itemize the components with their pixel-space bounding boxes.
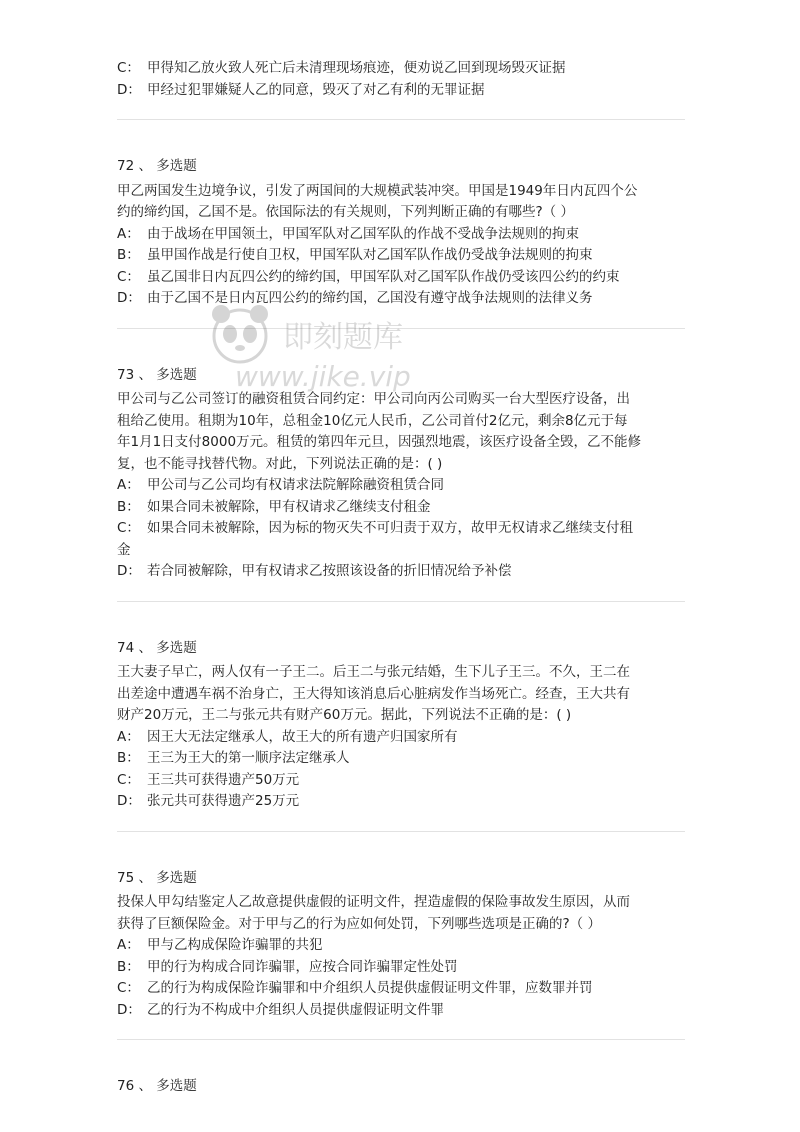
option-letter: B：: [117, 958, 140, 975]
question-stem-line: 财产20万元，王二与张元共有财产60万元。据此，下列说法不正确的是：( ): [117, 707, 572, 723]
question-stem-line: 甲乙两国发生边境争议，引发了两国间的大规模武装冲突。甲国是1949年日内瓦四个公: [117, 182, 638, 199]
question-stem-line: 租给乙使用。租期为10年，总租金10亿元人民币，乙公司首付2亿元，剩余8亿元于每: [117, 412, 628, 429]
option-text: 甲的行为构成合同诈骗罪，应按合同诈骗罪定性处罚: [147, 958, 458, 975]
option-letter: C：: [117, 980, 140, 996]
option-d: [117, 791, 685, 813]
option-b: [117, 245, 685, 267]
option-letter: D：: [117, 793, 141, 809]
option-text: 王三为王大的第一顺序法定继承人: [147, 750, 350, 766]
option-text: 甲公司与乙公司均有权请求法院解除融资租赁合同: [147, 477, 444, 493]
question-stem-line: 王大妻子早亡，两人仅有一子王二。后王二与张元结婚，生下儿子王三。不久，王二在: [117, 664, 630, 680]
divider: [117, 328, 685, 329]
option-text: 因王大无法定继承人，故王大的所有遗产归国家所有: [147, 728, 458, 745]
question-stem-line: 复，也不能寻找替代物。对此，下列说法正确的是：( ): [117, 455, 443, 472]
option-text: 乙的行为构成保险诈骗罪和中介组织人员提供虚假证明文件罪，应数罪并罚: [147, 980, 593, 996]
option-letter: A：: [117, 728, 140, 745]
divider: [117, 1039, 685, 1040]
option-letter: C：: [117, 268, 140, 285]
question-header: 74 、 多选题: [117, 639, 197, 656]
question-header: 76 、 多选题: [117, 1078, 197, 1094]
option-letter: A：: [117, 477, 140, 493]
option-b: [117, 748, 685, 770]
option-a: [117, 935, 685, 957]
option-a: [117, 224, 685, 246]
option-letter: C：: [117, 771, 140, 788]
option-b: [117, 497, 685, 519]
option-letter: B：: [117, 498, 140, 515]
option-letter: C：: [117, 60, 140, 76]
option-b: [117, 957, 685, 979]
option-letter: A：: [117, 937, 140, 953]
question-stem-line: 获得了巨额保险金。对于甲与乙的行为应如何处罚，下列哪些选项是正确的?（ ）: [117, 915, 601, 932]
question-stem-line: 投保人甲勾结鉴定人乙故意提供虚假的证明文件，捏造虚假的保险事故发生原因，从而: [117, 894, 630, 910]
option-text: 乙的行为不构成中介组织人员提供虚假证明文件罪: [147, 1001, 444, 1018]
option-d: [117, 80, 685, 102]
question-stem-line: 年1月1日支付8000万元。租赁的第四年元旦，因强烈地震，该医疗设备全毁，乙不能修: [117, 434, 642, 450]
question-74: [117, 638, 685, 813]
option-text: 虽甲国作战是行使自卫权，甲国军队对乙国军队作战仍受战争法规则的拘束: [147, 247, 593, 263]
option-text: 由于乙国不是日内瓦四公约的缔约国，乙国没有遵守战争法规则的法律义务: [147, 290, 593, 306]
option-letter: B：: [117, 247, 140, 263]
option-c: [117, 58, 685, 80]
option-c-continuation: 金: [117, 541, 131, 558]
question-stem-line: 甲公司与乙公司签订的融资租赁合同约定：甲公司向丙公司购买一台大型医疗设备，出: [117, 391, 630, 407]
option-c: [117, 770, 685, 792]
option-letter: B：: [117, 750, 140, 766]
option-text: 如果合同未被解除，甲有权请求乙继续支付租金: [147, 498, 431, 515]
option-d: [117, 561, 685, 583]
option-text: 甲得知乙放火致人死亡后未清理现场痕迹，便劝说乙回到现场毁灭证据: [147, 60, 566, 76]
option-text: 王三共可获得遗产50万元: [147, 771, 300, 788]
question-75: [117, 868, 685, 1022]
question-header: 75 、 多选题: [117, 869, 197, 886]
option-a: [117, 727, 685, 749]
watermark-url: www.jike.vip: [235, 360, 411, 393]
option-letter: D：: [117, 1001, 141, 1018]
option-text: 张元共可获得遗产25万元: [147, 793, 300, 809]
top-options: [117, 58, 685, 101]
option-d: [117, 1000, 685, 1022]
watermark-brand: 即刻题库: [283, 320, 403, 355]
option-text: 虽乙国非日内瓦四公约的缔约国，甲国军队对乙国军队作战仍受该四公约的约束: [147, 268, 620, 285]
divider: [117, 119, 685, 120]
option-text: 如果合同未被解除，因为标的物灭失不可归责于双方，故甲无权请求乙继续支付租: [147, 520, 633, 536]
option-letter: D：: [117, 290, 141, 306]
option-a: [117, 475, 685, 497]
option-text: 由于战场在甲国领土，甲国军队对乙国军队的作战不受战争法规则的拘束: [147, 225, 579, 242]
document-page: [117, 58, 685, 1101]
option-text: 若合同被解除，甲有权请求乙按照该设备的折旧情况给予补偿: [147, 563, 512, 579]
option-c: [117, 518, 685, 540]
option-letter: D：: [117, 563, 141, 579]
question-stem-line: 约的缔约国，乙国不是。依国际法的有关规则，下列判断正确的有哪些?（ ）: [117, 204, 574, 220]
option-c: [117, 978, 685, 1000]
divider: [117, 601, 685, 602]
question-stem-line: 出差途中遭遇车祸不治身亡，王大得知该消息后心脏病发作当场死亡。经查，王大共有: [117, 685, 630, 702]
divider: [117, 831, 685, 832]
option-d: [117, 288, 685, 310]
question-76: [117, 1076, 685, 1098]
option-text: 甲经过犯罪嫌疑人乙的同意，毁灭了对乙有利的无罪证据: [147, 81, 485, 98]
option-text: 甲与乙构成保险诈骗罪的共犯: [147, 937, 323, 953]
question-header: 73 、 多选题: [117, 366, 197, 383]
question-73: [117, 365, 685, 583]
option-letter: C：: [117, 520, 140, 536]
question-72: [117, 156, 685, 310]
option-letter: D：: [117, 81, 141, 98]
option-c: [117, 267, 685, 289]
option-letter: A：: [117, 225, 140, 242]
question-header: 72 、 多选题: [117, 158, 197, 174]
